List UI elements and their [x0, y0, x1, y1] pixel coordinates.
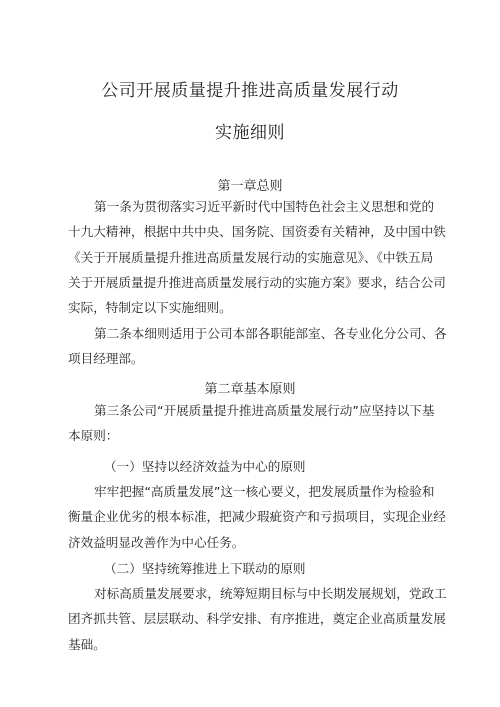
article-1-line: 《关于开展质量提升推进高质量发展行动的实施意见》、《中铁五局: [68, 249, 434, 265]
article-2: [68, 321, 447, 372]
chapter-1-heading: 第一章总则: [217, 179, 283, 194]
document-subtitle: 实施细则: [215, 123, 285, 143]
document-title: 公司开展质量提升推进高质量发展行动: [101, 81, 399, 101]
principle-2-line: 基础。: [68, 636, 106, 652]
principle-2-body: [68, 581, 447, 657]
principle-2-heading: （二）坚持统筹推进上下联动的原则: [104, 561, 306, 576]
article-2-line: 项目经理部。: [68, 351, 144, 367]
article-3-line: 第三条公司“开展质量提升推进高质量发展行动”应坚持以下基: [94, 403, 435, 418]
principle-1-line: 济效益明显改善作为中心任务。: [68, 534, 245, 550]
principle-2-line: 团齐抓共管、层层联动、科学安排、有序推进，奠定企业高质量发展: [68, 611, 446, 627]
article-3-line: 本原则：: [68, 428, 119, 444]
principle-1-body: [68, 479, 444, 555]
principle-2-line: 对标高质量发展要求，统筹短期目标与中长期发展规划，党政工: [94, 586, 447, 601]
article-1-line: 关于开展质量提升推进高质量发展行动的实施方案》要求，结合公司: [68, 274, 446, 290]
article-1-line: 实际，特制定以下实施细则。: [68, 300, 232, 316]
article-1-line: 第一条为贯彻落实习近平新时代中国特色社会主义思想和党的: [94, 199, 435, 214]
principle-1-heading: （一）坚持以经济效益为中心的原则: [104, 459, 306, 474]
chapter-2-heading: 第二章基本原则: [204, 382, 296, 397]
article-3: [68, 398, 444, 449]
principle-1-line: 牢牢把握“高质量发展”这一核心要义，把发展质量作为检验和: [94, 484, 435, 499]
principle-1-line: 衡量企业优劣的根本标准，把减少瑕疵资产和亏损项目，实现企业经: [68, 509, 446, 525]
article-1: [68, 194, 444, 320]
article-2-line: 第二条本细则适用于公司本部各职能部室、各专业化分公司、各: [94, 326, 447, 341]
article-1-line: 十九大精神，根据中共中央、国务院、国资委有关精神，及中国中铁: [68, 224, 446, 240]
